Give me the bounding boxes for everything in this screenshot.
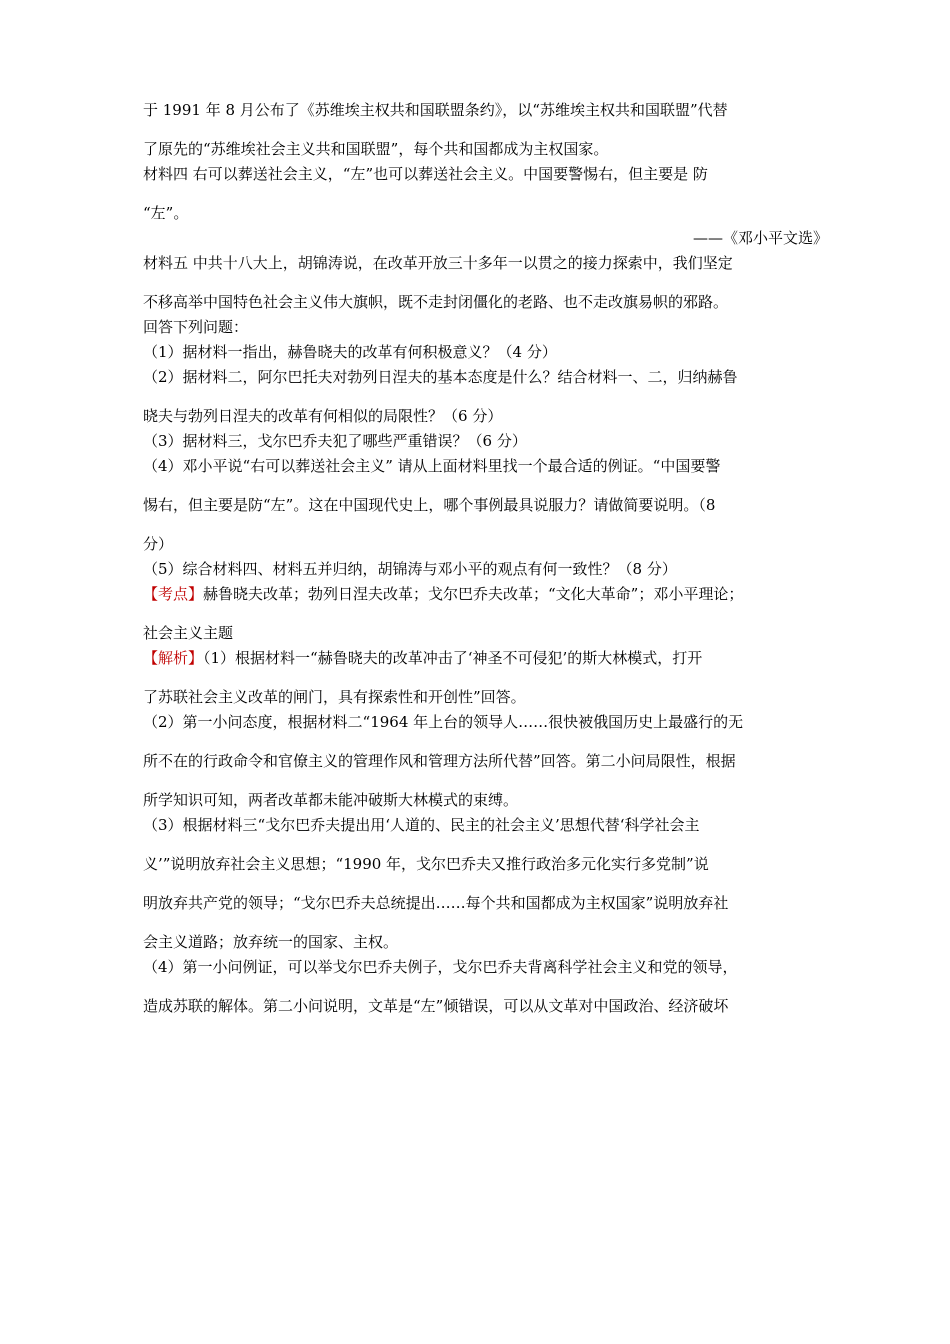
document-page: [143, 100, 828, 1016]
text-line: 不移高举中国特色社会主义伟大旗帜，既不走封闭僵化的老路、也不走改旗易帜的邪路。: [143, 293, 729, 311]
material-five-line: 材料五 中共十八大上，胡锦涛说，在改革开放三十多年一以贯之的接力探索中，我们坚定: [143, 254, 733, 272]
question-1: （1）据材料一指出，赫鲁晓夫的改革有何积极意义？（4 分）: [143, 343, 557, 361]
question-4-cont: 分）: [143, 535, 174, 553]
questions-heading: 回答下列问题：: [143, 318, 249, 336]
kaodian-tag: 【考点】: [143, 585, 204, 603]
jiexi-line: [143, 648, 823, 668]
text-line: （2）第一小问态度，根据材料二“1964 年上台的领导人……很快被俄国历史上最盛行的无: [143, 713, 744, 731]
kaodian-cont: 社会主义主题: [143, 624, 234, 642]
text-line: （3）根据材料三“戈尔巴乔夫提出用‘人道的、民主的社会主义’思想代替‘科学社会主: [143, 816, 700, 834]
question-5: （5）综合材料四、材料五并归纳，胡锦涛与邓小平的观点有何一致性？（8 分）: [143, 560, 677, 578]
text-line: 了苏联社会主义改革的闸门，具有探索性和开创性”回答。: [143, 688, 526, 706]
material-four-line: 材料四 右可以葬送社会主义，“左”也可以葬送社会主义。中国要警惕右，但主要是 防: [143, 165, 708, 183]
question-4: （4）邓小平说“右可以葬送社会主义” 请从上面材料里找一个最合适的例证。“中国要警: [143, 457, 721, 475]
question-2: （2）据材料二，阿尔巴托夫对勃列日涅夫的基本态度是什么？结合材料一、二，归纳赫鲁: [143, 368, 738, 386]
jiexi-tag: 【解析】: [143, 649, 204, 667]
question-4-cont: 惕右，但主要是防“左”。这在中国现代史上，哪个事例最具说服力？请做简要说明。（8: [143, 496, 716, 514]
text-line: 所学知识可知，两者改革都未能冲破斯大林模式的束缚。: [143, 791, 519, 809]
kaodian-text: 赫鲁晓夫改革；勃列日涅夫改革；戈尔巴乔夫改革；“文化大革命”；邓小平理论；: [203, 585, 744, 603]
question-2-cont: 晓夫与勃列日涅夫的改革有何相似的局限性？（6 分）: [143, 407, 503, 425]
question-3: （3）据材料三，戈尔巴乔夫犯了哪些严重错误？（6 分）: [143, 432, 527, 450]
text-line: 于 1991 年 8 月公布了《苏维埃主权共和国联盟条约》，以“苏维埃主权共和国联盟”代替: [143, 101, 728, 119]
text-line: “左”。: [143, 204, 189, 222]
text-line: 明放弃共产党的领导；“戈尔巴乔夫总统提出……每个共和国都成为主权国家”说明放弃社: [143, 894, 729, 912]
text-line: 会主义道路；放弃统一的国家、主权。: [143, 933, 399, 951]
text-line: 所不在的行政命令和官僚主义的管理作风和管理方法所代替”回答。第二小问局限性，根据: [143, 752, 736, 770]
text-line: （4）第一小问例证，可以举戈尔巴乔夫例子，戈尔巴乔夫背离科学社会主义和党的领导，: [143, 958, 738, 976]
text-line: 义’”说明放弃社会主义思想；“1990 年，戈尔巴乔夫又推行政治多元化实行多党制”说: [143, 855, 709, 873]
text-line: 造成苏联的解体。第二小问说明，文革是“左”倾错误，可以从文革对中国政治、经济破坏: [143, 997, 729, 1015]
text-line: 了原先的“苏维埃社会主义共和国联盟”，每个共和国都成为主权国家。: [143, 140, 609, 158]
jiexi-text: （1）根据材料一“赫鲁晓夫的改革冲击了‘神圣不可侵犯’的斯大林模式，打开: [203, 649, 703, 667]
kaodian-line: [143, 584, 823, 604]
source-citation: ——《邓小平文选》: [692, 229, 828, 247]
